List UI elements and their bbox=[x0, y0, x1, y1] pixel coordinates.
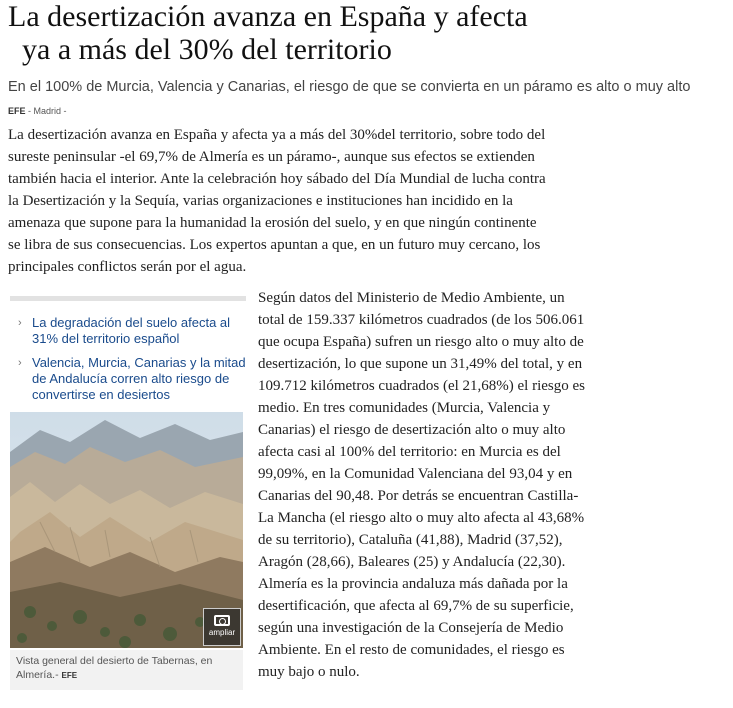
caption-text: Vista general del desierto de Tabernas, en Almería.- bbox=[16, 655, 213, 681]
chevron-right-icon: › bbox=[18, 317, 22, 329]
camera-icon bbox=[214, 615, 230, 626]
byline-agency: EFE bbox=[8, 106, 26, 116]
body-paragraph: Según datos del Ministerio de Medio Ambiente, un total de 159.337 kilómetros cuadrados (de los 506.061 que ocupa España) sufren un riesgo alto o muy alto de desertización, lo que supone un 31,49% del total, y en 109.712 kilómetros cuadrados (el 21,68%) el riesgo es medio. En tres comunidades (Murcia, Valencia y Canarias) el riesgo de desertización alto o muy alto afecta casi al 100% del territorio: en Murcia es del 99,09%, en la Comunidad Valenciana del 93,04 y en Canarias del 90,48. Por detrás se encuentran Castilla-La Mancha (el riesgo alto o muy alto afecta al 43,68% de su territorio), Cataluña (41,88), Madrid (37,52), Aragón (28,66), Baleares (25) y Andalucía (22,30). Almería es la provincia andaluza más dañada por la desertificación, que afecta al 69,7% de su superficie, según una investigación de la Consejería de Medio Ambiente. En el resto de comunidades, el riesgo es muy bajo o nulo. bbox=[258, 290, 586, 680]
chevron-right-icon: › bbox=[18, 357, 22, 369]
article-subhead: En el 100% de Murcia, Valencia y Canarias, el riesgo de que se convierta en un páramo es alto o muy alto bbox=[8, 79, 691, 95]
headline-line-1: La desertización avanza en España y afecta bbox=[8, 0, 528, 33]
byline bbox=[8, 106, 67, 116]
related-links-list bbox=[10, 315, 246, 403]
related-link-degradacion[interactable] bbox=[10, 315, 246, 347]
zoom-label: ampliar bbox=[208, 628, 236, 637]
related-link-riesgo[interactable] bbox=[10, 355, 246, 403]
headline-line-2: ya a más del 30% del territorio bbox=[22, 33, 392, 66]
related-link-label: Valencia, Murcia, Canarias y la mitad de Andalucía corren alto riesgo de convertirse en desiertos bbox=[32, 355, 246, 402]
byline-location: - Madrid - bbox=[25, 106, 67, 116]
article-photo[interactable] bbox=[10, 412, 243, 648]
lead-paragraph: La desertización avanza en España y afecta ya a más del 30%del territorio, sobre todo del sureste peninsular -el 69,7% de Almería es un páramo-, aunque sus efectos se extienden también hacia el interior. Ante la celebración hoy sábado del Día Mundial de lucha contra la Desertización y la Sequía, varias organizaciones e instituciones han incidido en la amenaza que supone para la humanidad la erosión del suelo, y en que ningún continente se libra de sus consecuencias. Los expertos apuntan a que, en un futuro muy cercano, los principales conflictos serán por el agua. bbox=[8, 127, 546, 275]
article-headline bbox=[8, 0, 733, 66]
related-sidebar bbox=[10, 296, 246, 411]
related-link-label: La degradación del suelo afecta al 31% del territorio español bbox=[32, 315, 231, 346]
zoom-button[interactable] bbox=[203, 608, 241, 646]
photo-caption bbox=[10, 650, 243, 690]
caption-source: EFE bbox=[61, 671, 78, 680]
